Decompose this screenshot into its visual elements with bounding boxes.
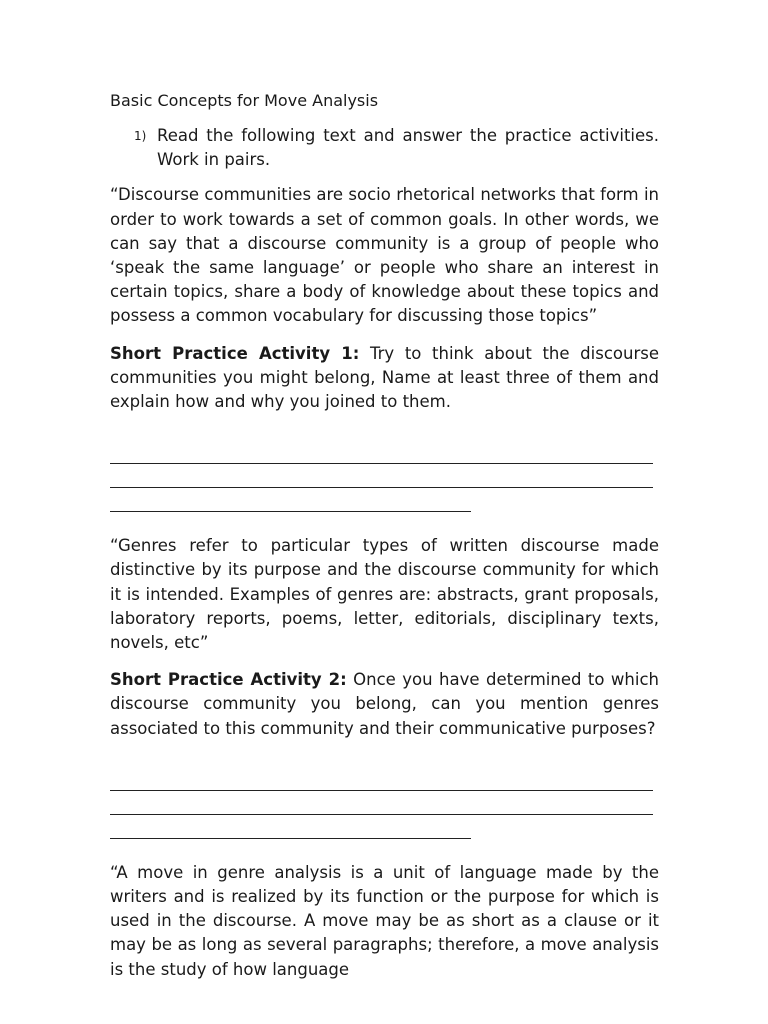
answer-line[interactable] <box>110 464 653 488</box>
document-page <box>110 90 659 982</box>
move-analysis-quote: “A move in genre analysis is a unit of language made by the writers and is realized by its function or the purpose for which is used in the discourse. A move may be as short as a clause or it may be as long as several paragraphs; therefore, a move analysis is the study of how language <box>110 862 659 979</box>
genres-quote: “Genres refer to particular types of written discourse made distinctive by its purpose and the discourse community for which it is intended. Examples of genres are: abstracts, grant proposals, laboratory reports, poems, letter, editorials, disciplinary texts, novels, etc” <box>110 536 659 653</box>
activity-1 <box>110 342 659 415</box>
answer-line[interactable] <box>110 488 471 512</box>
activity-2-label: Short Practice Activity 2: <box>110 670 347 690</box>
activity-1-text: Try to think about the discourse communities you might belong, Name at least three of them and explain how and why you joined to them. <box>110 343 659 412</box>
discourse-community-quote: “Discourse communities are socio rhetorical networks that form in order to work towards a set of common goals. In other words, we can say that a discourse community is a group of people who ‘speak the same language’ or people who share an interest in certain topics, share a body of knowledge about these topics and possess a common vocabulary for discussing those topics” <box>110 185 659 326</box>
answer-lines-1 <box>110 440 659 512</box>
instruction-number: 1) <box>134 129 147 143</box>
answer-line[interactable] <box>110 440 653 464</box>
answer-line[interactable] <box>110 791 653 815</box>
activity-1-label: Short Practice Activity 1: <box>110 343 360 363</box>
page-title: Basic Concepts for Move Analysis <box>110 91 379 110</box>
activity-2 <box>110 668 659 741</box>
answer-line[interactable] <box>110 815 471 839</box>
instruction-item <box>110 124 659 172</box>
answer-lines-2 <box>110 767 659 839</box>
answer-line[interactable] <box>110 767 653 791</box>
instruction-text: Read the following text and answer the practice activities. Work in pairs. <box>157 126 659 170</box>
activity-2-text: Once you have determined to which discourse community you belong, can you mention genres associated to this community and their communicative purposes? <box>110 670 659 738</box>
